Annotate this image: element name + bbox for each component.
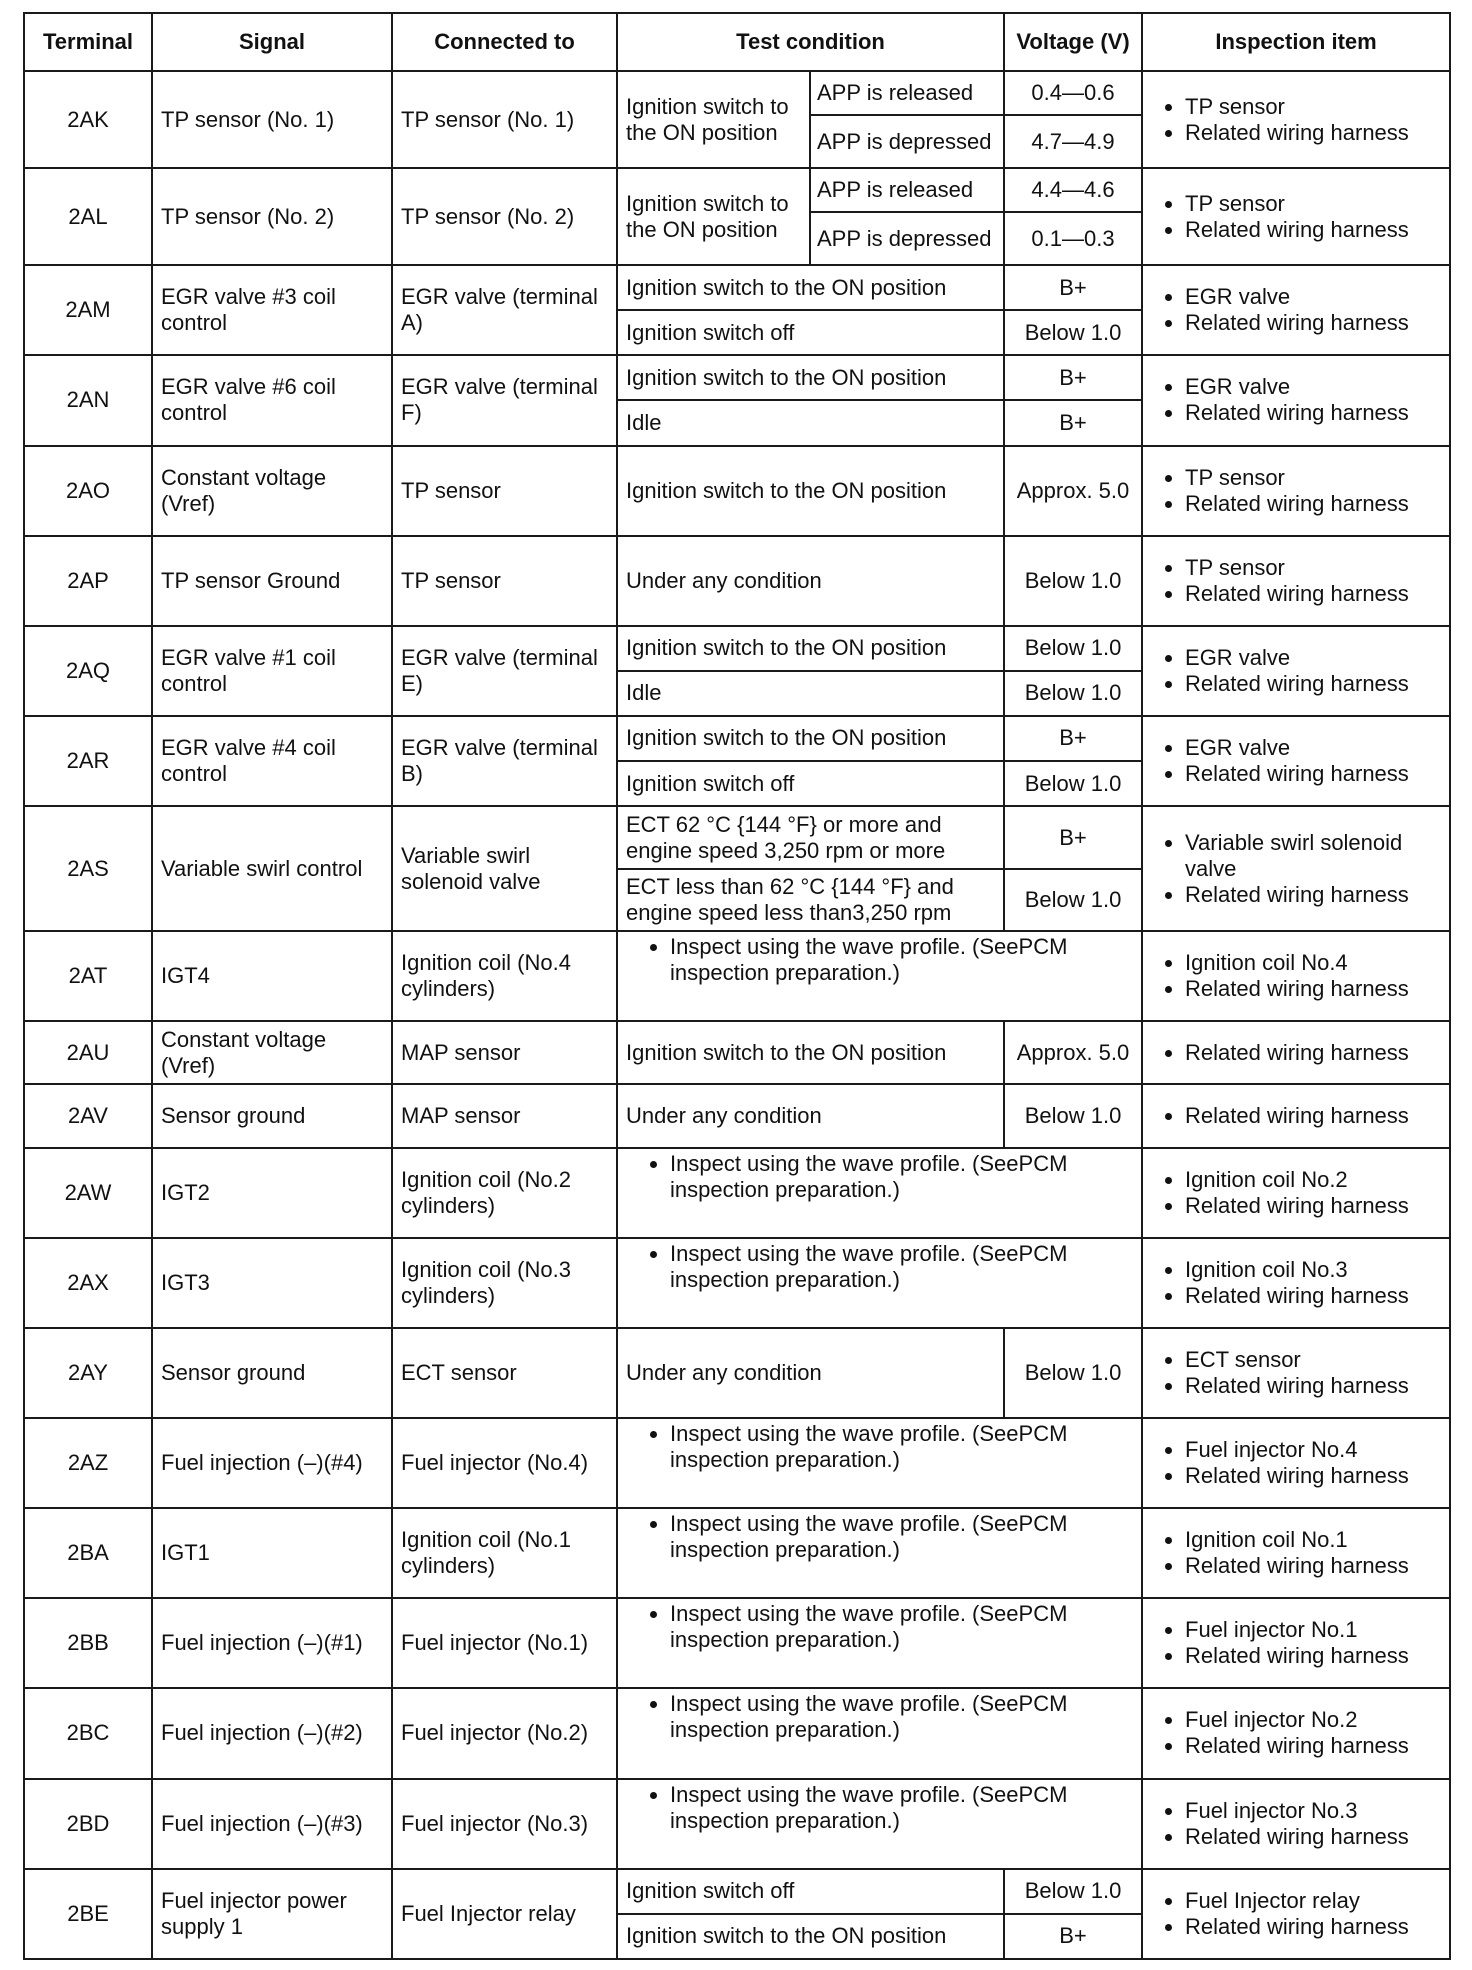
terminal-cell: 2AS xyxy=(24,806,152,931)
inspection-item: • Ignition coil No.3 xyxy=(1185,1257,1441,1283)
inspection-item: • TP sensor xyxy=(1185,555,1441,581)
inspection-item: • ECT sensor xyxy=(1185,1347,1441,1373)
terminal-cell: 2AR xyxy=(24,716,152,806)
voltage-cell: Below 1.0 xyxy=(1004,310,1142,355)
inspection-items-cell xyxy=(1142,71,1450,168)
table-row xyxy=(24,931,1450,1021)
note-list xyxy=(626,934,1133,986)
connected-to-cell: Fuel injector (No.3) xyxy=(392,1779,617,1869)
inspection-item-list xyxy=(1151,1040,1441,1066)
inspection-items-cell xyxy=(1142,1084,1450,1147)
signal-cell: Constant voltage (Vref) xyxy=(152,446,392,536)
voltage-cell: B+ xyxy=(1004,400,1142,445)
inspection-items-cell xyxy=(1142,716,1450,806)
header-signal: Signal xyxy=(152,13,392,71)
inspection-item: • TP sensor xyxy=(1185,191,1441,217)
inspection-item-list xyxy=(1151,374,1441,426)
inspection-item: • Fuel Injector relay xyxy=(1185,1888,1441,1914)
signal-cell: Fuel injection (–)(#4) xyxy=(152,1418,392,1508)
note-list xyxy=(626,1151,1133,1203)
inspection-items-cell xyxy=(1142,1508,1450,1598)
note-list xyxy=(626,1511,1133,1563)
voltage-cell: Below 1.0 xyxy=(1004,536,1142,626)
test-condition-cell: Idle xyxy=(617,400,1004,445)
signal-cell: Fuel injector power supply 1 xyxy=(152,1869,392,1959)
connected-to-cell: Ignition coil (No.1 cylinders) xyxy=(392,1508,617,1598)
terminal-cell: 2AY xyxy=(24,1328,152,1418)
inspection-item: • Related wiring harness xyxy=(1185,1824,1441,1850)
terminal-cell: 2AL xyxy=(24,168,152,265)
connected-to-cell: TP sensor (No. 2) xyxy=(392,168,617,265)
signal-cell: EGR valve #4 coil control xyxy=(152,716,392,806)
signal-cell: IGT1 xyxy=(152,1508,392,1598)
signal-cell: EGR valve #1 coil control xyxy=(152,626,392,716)
note-item: • Inspect using the wave profile. (SeePCM inspection preparation.) xyxy=(670,1601,1133,1653)
sub-condition-cell: APP is depressed xyxy=(810,212,1004,265)
voltage-cell: 4.4—4.6 xyxy=(1004,168,1142,212)
voltage-cell: B+ xyxy=(1004,265,1142,310)
test-condition-note xyxy=(617,1779,1142,1869)
inspection-item: • Related wiring harness xyxy=(1185,761,1441,787)
note-item: • Inspect using the wave profile. (SeePCM inspection preparation.) xyxy=(670,1421,1133,1473)
inspection-items-cell xyxy=(1142,1598,1450,1688)
signal-cell: TP sensor (No. 1) xyxy=(152,71,392,168)
inspection-item: • Related wiring harness xyxy=(1185,1373,1441,1399)
inspection-items-cell xyxy=(1142,265,1450,355)
inspection-item-list xyxy=(1151,1707,1441,1759)
test-condition-cell: Ignition switch to the ON position xyxy=(617,1021,1004,1084)
header-voltage: Voltage (V) xyxy=(1004,13,1142,71)
inspection-item-list xyxy=(1151,1437,1441,1489)
connected-to-cell: EGR valve (terminal E) xyxy=(392,626,617,716)
inspection-item: • Related wiring harness xyxy=(1185,1553,1441,1579)
voltage-cell: B+ xyxy=(1004,716,1142,761)
test-condition-cell: Ignition switch off xyxy=(617,310,1004,355)
voltage-cell: 4.7—4.9 xyxy=(1004,115,1142,168)
test-condition-cell: Ignition switch to the ON position xyxy=(617,265,1004,310)
table-row xyxy=(24,1328,1450,1418)
connected-to-cell: TP sensor xyxy=(392,536,617,626)
voltage-cell: Below 1.0 xyxy=(1004,761,1142,806)
test-condition-cell: Ignition switch to the ON position xyxy=(617,716,1004,761)
signal-cell: EGR valve #6 coil control xyxy=(152,355,392,445)
table-row xyxy=(24,716,1450,761)
inspection-item: • Related wiring harness xyxy=(1185,882,1441,908)
connected-to-cell: MAP sensor xyxy=(392,1021,617,1084)
test-condition-cell: Ignition switch to the ON position xyxy=(617,168,810,265)
terminal-cell: 2AN xyxy=(24,355,152,445)
table-body xyxy=(24,71,1450,1959)
connected-to-cell: EGR valve (terminal B) xyxy=(392,716,617,806)
note-list xyxy=(626,1241,1133,1293)
signal-cell: Fuel injection (–)(#1) xyxy=(152,1598,392,1688)
header-connected-to: Connected to xyxy=(392,13,617,71)
voltage-cell: Approx. 5.0 xyxy=(1004,1021,1142,1084)
inspection-item: • Related wiring harness xyxy=(1185,400,1441,426)
connected-to-cell: Fuel injector (No.1) xyxy=(392,1598,617,1688)
inspection-item-list xyxy=(1151,465,1441,517)
test-condition-note xyxy=(617,1508,1142,1598)
header-terminal: Terminal xyxy=(24,13,152,71)
inspection-item: • Related wiring harness xyxy=(1185,1463,1441,1489)
inspection-item: • Related wiring harness xyxy=(1185,120,1441,146)
inspection-item: • Related wiring harness xyxy=(1185,1103,1441,1129)
note-list xyxy=(626,1782,1133,1834)
table-row xyxy=(24,71,1450,115)
terminal-cell: 2AT xyxy=(24,931,152,1021)
terminal-cell: 2BE xyxy=(24,1869,152,1959)
signal-cell: Fuel injection (–)(#2) xyxy=(152,1688,392,1778)
terminal-cell: 2BD xyxy=(24,1779,152,1869)
test-condition-cell: Ignition switch off xyxy=(617,761,1004,806)
test-condition-note xyxy=(617,1238,1142,1328)
terminal-cell: 2AU xyxy=(24,1021,152,1084)
signal-cell: Fuel injection (–)(#3) xyxy=(152,1779,392,1869)
test-condition-note xyxy=(617,1598,1142,1688)
inspection-item: • Fuel injector No.2 xyxy=(1185,1707,1441,1733)
signal-cell: Variable swirl control xyxy=(152,806,392,931)
header-test-condition: Test condition xyxy=(617,13,1004,71)
inspection-item-list xyxy=(1151,1167,1441,1219)
inspection-item: • Related wiring harness xyxy=(1185,976,1441,1002)
terminal-cell: 2BB xyxy=(24,1598,152,1688)
connected-to-cell: Ignition coil (No.2 cylinders) xyxy=(392,1148,617,1238)
table-row xyxy=(24,1598,1450,1688)
inspection-item-list xyxy=(1151,1798,1441,1850)
connected-to-cell: MAP sensor xyxy=(392,1084,617,1147)
inspection-item-list xyxy=(1151,645,1441,697)
test-condition-cell: Under any condition xyxy=(617,1328,1004,1418)
table-row xyxy=(24,1148,1450,1238)
voltage-cell: Approx. 5.0 xyxy=(1004,446,1142,536)
signal-cell: IGT3 xyxy=(152,1238,392,1328)
voltage-cell: Below 1.0 xyxy=(1004,1084,1142,1147)
inspection-item: • Related wiring harness xyxy=(1185,1283,1441,1309)
inspection-item: • EGR valve xyxy=(1185,735,1441,761)
voltage-cell: B+ xyxy=(1004,806,1142,869)
header-inspection-item: Inspection item xyxy=(1142,13,1450,71)
test-condition-cell: ECT 62 °C {144 °F} or more and engine speed 3,250 rpm or more xyxy=(617,806,1004,869)
inspection-items-cell xyxy=(1142,806,1450,931)
table-row xyxy=(24,446,1450,536)
terminal-cell: 2BC xyxy=(24,1688,152,1778)
note-item: • Inspect using the wave profile. (SeePCM inspection preparation.) xyxy=(670,934,1133,986)
connected-to-cell: TP sensor (No. 1) xyxy=(392,71,617,168)
inspection-item: • Related wiring harness xyxy=(1185,1643,1441,1669)
inspection-item: • EGR valve xyxy=(1185,374,1441,400)
signal-cell: Constant voltage (Vref) xyxy=(152,1021,392,1084)
inspection-item: • Fuel injector No.4 xyxy=(1185,1437,1441,1463)
connected-to-cell: Fuel injector (No.4) xyxy=(392,1418,617,1508)
sub-condition-cell: APP is depressed xyxy=(810,115,1004,168)
note-item: • Inspect using the wave profile. (SeePCM inspection preparation.) xyxy=(670,1511,1133,1563)
voltage-cell: B+ xyxy=(1004,355,1142,400)
test-condition-note xyxy=(617,1688,1142,1778)
inspection-items-cell xyxy=(1142,1688,1450,1778)
test-condition-cell: Ignition switch to the ON position xyxy=(617,355,1004,400)
table-row xyxy=(24,355,1450,400)
note-list xyxy=(626,1601,1133,1653)
inspection-items-cell xyxy=(1142,626,1450,716)
terminal-cell: 2AZ xyxy=(24,1418,152,1508)
voltage-cell: 0.1—0.3 xyxy=(1004,212,1142,265)
table-row xyxy=(24,806,1450,869)
inspection-items-cell xyxy=(1142,355,1450,445)
pcm-terminal-table xyxy=(23,12,1451,1960)
connected-to-cell: ECT sensor xyxy=(392,1328,617,1418)
test-condition-note xyxy=(617,931,1142,1021)
signal-cell: Sensor ground xyxy=(152,1084,392,1147)
inspection-item: • Related wiring harness xyxy=(1185,217,1441,243)
table-row xyxy=(24,1869,1450,1914)
inspection-items-cell xyxy=(1142,1238,1450,1328)
connected-to-cell: Ignition coil (No.4 cylinders) xyxy=(392,931,617,1021)
inspection-item-list xyxy=(1151,555,1441,607)
note-item: • Inspect using the wave profile. (SeePCM inspection preparation.) xyxy=(670,1691,1133,1743)
voltage-cell: Below 1.0 xyxy=(1004,869,1142,931)
inspection-item: • Related wiring harness xyxy=(1185,1193,1441,1219)
test-condition-note xyxy=(617,1418,1142,1508)
inspection-items-cell xyxy=(1142,1148,1450,1238)
signal-cell: TP sensor Ground xyxy=(152,536,392,626)
note-list xyxy=(626,1691,1133,1743)
connected-to-cell: Variable swirl solenoid valve xyxy=(392,806,617,931)
inspection-item-list xyxy=(1151,735,1441,787)
inspection-item: • Related wiring harness xyxy=(1185,491,1441,517)
inspection-item-list xyxy=(1151,94,1441,146)
terminal-cell: 2AX xyxy=(24,1238,152,1328)
signal-cell: IGT2 xyxy=(152,1148,392,1238)
terminal-cell: 2AK xyxy=(24,71,152,168)
inspection-item: • EGR valve xyxy=(1185,645,1441,671)
inspection-item: • Ignition coil No.4 xyxy=(1185,950,1441,976)
inspection-items-cell xyxy=(1142,1869,1450,1959)
test-condition-cell: Ignition switch to the ON position xyxy=(617,1914,1004,1959)
test-condition-cell: ECT less than 62 °C {144 °F} and engine speed less than3,250 rpm xyxy=(617,869,1004,931)
inspection-item: • Variable swirl solenoid valve xyxy=(1185,830,1441,882)
inspection-items-cell xyxy=(1142,931,1450,1021)
table-row xyxy=(24,1688,1450,1778)
voltage-cell: B+ xyxy=(1004,1914,1142,1959)
inspection-items-cell xyxy=(1142,1021,1450,1084)
inspection-item-list xyxy=(1151,1888,1441,1940)
inspection-item: • Related wiring harness xyxy=(1185,1040,1441,1066)
inspection-item-list xyxy=(1151,191,1441,243)
terminal-cell: 2AV xyxy=(24,1084,152,1147)
voltage-cell: Below 1.0 xyxy=(1004,1328,1142,1418)
terminal-cell: 2AQ xyxy=(24,626,152,716)
signal-cell: IGT4 xyxy=(152,931,392,1021)
inspection-item-list xyxy=(1151,1347,1441,1399)
inspection-item: • Ignition coil No.2 xyxy=(1185,1167,1441,1193)
voltage-cell: Below 1.0 xyxy=(1004,626,1142,671)
inspection-item: • Related wiring harness xyxy=(1185,1733,1441,1759)
inspection-item-list xyxy=(1151,1617,1441,1669)
table-row xyxy=(24,1021,1450,1084)
test-condition-cell: Ignition switch to the ON position xyxy=(617,446,1004,536)
test-condition-cell: Idle xyxy=(617,671,1004,716)
test-condition-cell: Ignition switch to the ON position xyxy=(617,626,1004,671)
inspection-items-cell xyxy=(1142,1779,1450,1869)
voltage-cell: Below 1.0 xyxy=(1004,671,1142,716)
sub-condition-cell: APP is released xyxy=(810,71,1004,115)
inspection-items-cell xyxy=(1142,446,1450,536)
test-condition-cell: Ignition switch off xyxy=(617,1869,1004,1914)
table-row xyxy=(24,168,1450,212)
connected-to-cell: EGR valve (terminal F) xyxy=(392,355,617,445)
test-condition-note xyxy=(617,1148,1142,1238)
table-row xyxy=(24,626,1450,671)
inspection-item-list xyxy=(1151,1527,1441,1579)
header-row xyxy=(24,13,1450,71)
terminal-cell: 2BA xyxy=(24,1508,152,1598)
inspection-item: • EGR valve xyxy=(1185,284,1441,310)
table-row xyxy=(24,1084,1450,1147)
connected-to-cell: Fuel injector (No.2) xyxy=(392,1688,617,1778)
connected-to-cell: Ignition coil (No.3 cylinders) xyxy=(392,1238,617,1328)
connected-to-cell: TP sensor xyxy=(392,446,617,536)
table-row xyxy=(24,265,1450,310)
inspection-item: • Related wiring harness xyxy=(1185,581,1441,607)
terminal-cell: 2AM xyxy=(24,265,152,355)
note-item: • Inspect using the wave profile. (SeePCM inspection preparation.) xyxy=(670,1151,1133,1203)
table-row xyxy=(24,1779,1450,1869)
inspection-items-cell xyxy=(1142,1418,1450,1508)
signal-cell: Sensor ground xyxy=(152,1328,392,1418)
inspection-item-list xyxy=(1151,284,1441,336)
inspection-items-cell xyxy=(1142,536,1450,626)
inspection-item-list xyxy=(1151,1257,1441,1309)
inspection-items-cell xyxy=(1142,168,1450,265)
inspection-item: • Fuel injector No.1 xyxy=(1185,1617,1441,1643)
test-condition-cell: Under any condition xyxy=(617,536,1004,626)
test-condition-cell: Ignition switch to the ON position xyxy=(617,71,810,168)
inspection-item: • Related wiring harness xyxy=(1185,1914,1441,1940)
inspection-items-cell xyxy=(1142,1328,1450,1418)
table-row xyxy=(24,536,1450,626)
table-row xyxy=(24,1238,1450,1328)
inspection-item: • TP sensor xyxy=(1185,94,1441,120)
note-item: • Inspect using the wave profile. (SeePCM inspection preparation.) xyxy=(670,1782,1133,1834)
terminal-cell: 2AO xyxy=(24,446,152,536)
note-list xyxy=(626,1421,1133,1473)
connected-to-cell: Fuel Injector relay xyxy=(392,1869,617,1959)
terminal-cell: 2AW xyxy=(24,1148,152,1238)
inspection-item: • Related wiring harness xyxy=(1185,671,1441,697)
inspection-item-list xyxy=(1151,950,1441,1002)
inspection-item: • Ignition coil No.1 xyxy=(1185,1527,1441,1553)
note-item: • Inspect using the wave profile. (SeePCM inspection preparation.) xyxy=(670,1241,1133,1293)
sub-condition-cell: APP is released xyxy=(810,168,1004,212)
signal-cell: EGR valve #3 coil control xyxy=(152,265,392,355)
inspection-item: • TP sensor xyxy=(1185,465,1441,491)
voltage-cell: 0.4—0.6 xyxy=(1004,71,1142,115)
signal-cell: TP sensor (No. 2) xyxy=(152,168,392,265)
inspection-item-list xyxy=(1151,1103,1441,1129)
inspection-item-list xyxy=(1151,830,1441,908)
terminal-cell: 2AP xyxy=(24,536,152,626)
inspection-item: • Fuel injector No.3 xyxy=(1185,1798,1441,1824)
connected-to-cell: EGR valve (terminal A) xyxy=(392,265,617,355)
table-row xyxy=(24,1508,1450,1598)
table-row xyxy=(24,1418,1450,1508)
inspection-item: • Related wiring harness xyxy=(1185,310,1441,336)
test-condition-cell: Under any condition xyxy=(617,1084,1004,1147)
voltage-cell: Below 1.0 xyxy=(1004,1869,1142,1914)
